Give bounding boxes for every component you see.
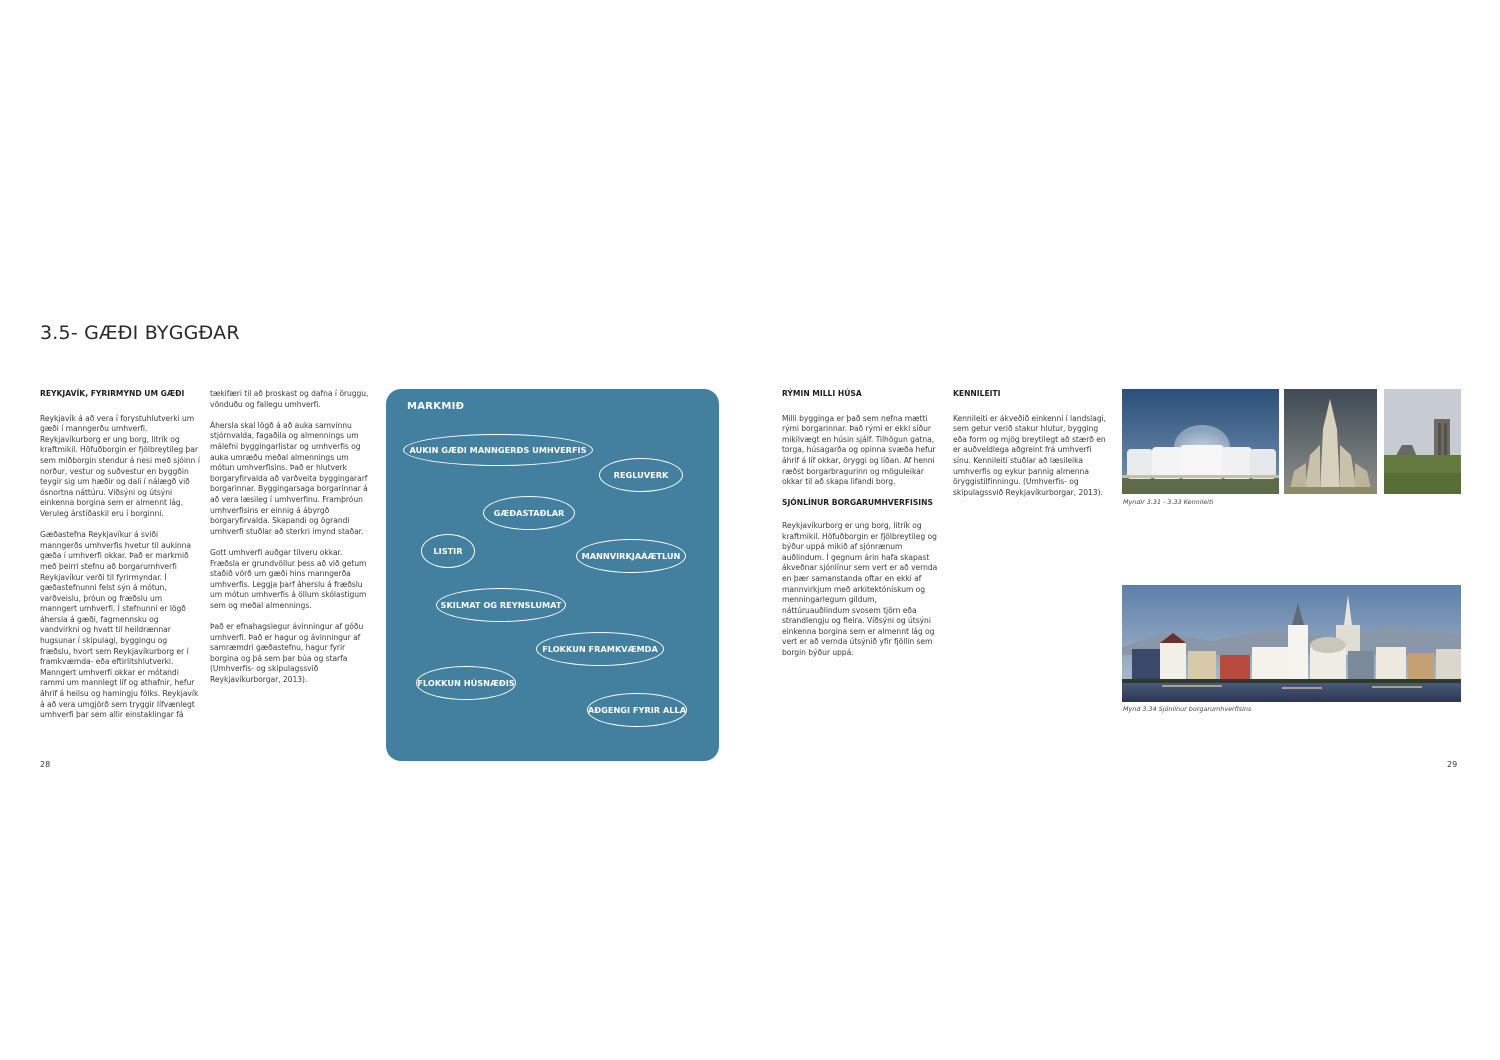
photo-landmark-field [1384, 389, 1461, 494]
section-heading-reykjavik: REYKJAVÍK, FYRIRMYND UM GÆÐI [40, 389, 185, 398]
panel-title: MARKMIÐ [407, 401, 465, 412]
paragraph: Kennileiti er ákveðið einkenni í landslagi, sem getur verið stakur hlutur, bygging eða form og mjög breytilegt að stærð en er auðveldlega aðgreint frá umhverfi sínu. Kennileiti stuðlar að læsileika umhverfis og eykur þannig almenna öryggistilfinningu. (Umhverfis- og skipulagssvið Reykjavíkurborgar, 2013). [953, 413, 1107, 497]
paragraph: Reykjavíkurborg er ung borg, litrík og kraftmikil. Höfuðborgin er fjölbreytileg og býður uppá mikið af sjónrænum auðlindum. Í gegnum árin hafa skapast ákveðnar sjónlínur sem vert er að vernda en þær samanstanda oftar en ekki af mannvirkjum með arkitektónískum og menningarlegum gildum, náttúruauðlindum svosem tjörn eða strandlengju og fleira. Víðsýni og útsýni einkenna borgina sem er almennt lág og vert er að vernda útsýnið yfir fjöllin sem borgin býður uppá. [782, 520, 938, 658]
section-heading-kennileiti: KENNILEITI [953, 389, 1001, 398]
page-number-right: 29 [1447, 760, 1458, 769]
goal-flokkun-husnaedis: FLOKKUN HÚSNÆÐIS [416, 666, 516, 700]
photo-hallgrimskirkja [1284, 389, 1377, 494]
caption-kennileiti: Myndir 3.31 - 3.33 Kennileiti [1123, 498, 1214, 506]
text-column-2 [210, 389, 372, 696]
paragraph: Gæðastefna Reykjavíkur á sviði manngerðs umhverfis hvetur til aukinna gæða í umhverfi okkar. Það er markmið með þeirri stefnu að borgarumhverfi Reykjavíkur verði til fyrirmyndar. Í gæðastefnunni felst sýn á mótun, varðveislu, þróun og fræðslu um manngert umhverfi. Í stefnunni er lögð áhersla á gæði, fagmennsku og vandvirkni og hvatt til heildrænnar hugsunar í skipulagi, byggingu og fræðslu, hvort sem Reykjavíkurborg er í framkvæmda- eða eftirlitshlutverki. Manngert umhverfi okkar er mótandi rammi um mannlegt líf og athafnir, hefur áhrif á heilsu og hamingju fólks. Reykjavík á að vera umgjörð sem tryggir lífvænlegt umhverfi þar sem allir einstaklingar fá [40, 530, 199, 720]
goal-listir: LISTIR [421, 534, 475, 568]
text-column-4 [953, 389, 1109, 509]
goal-aukin-gaedi: AUKIN GÆÐI MANNGERÐS UMHVERFIS [403, 434, 593, 466]
photo-perlan [1122, 389, 1279, 494]
goal-flokkun-framkvaemda: FLOKKUN FRAMKVÆMDA [536, 632, 664, 666]
goal-adgengi: AÐGENGI FYRIR ALLA [587, 693, 687, 727]
goal-mannvirkjaaaetlun: MANNVIRKJAÁÆTLUN [576, 539, 686, 573]
paragraph: Reykjavík á að vera í forystuhlutverki um gæði í manngerðu umhverfi. Reykjavíkurborg er ung borg, litrík og kraftmikil. Höfuðborgin er fjölbreytileg þar sem miðborgin stendur á nesi með sjóinn í norður, vestur og suðvestur en byggðin teygir sig um hæðir og dali í nálægð við ósnortna náttúru. Víðsýni og útsýni einkenna borgina sem er almennt lág. Veruleg árstíðaskil eru í borginni. [40, 413, 200, 518]
text-column-1 [40, 389, 200, 731]
photo-reykjavik-skyline [1122, 585, 1461, 702]
goal-regluverk: REGLUVERK [599, 458, 683, 492]
paragraph: Áhersla skal lögð á að auka samvinnu stjórnvalda, fagaðila og almennings um málefni byggingarlistar og umhverfis og auka umræðu meðal almennings um mótun umhverfisins. Það er hlutverk borgaryfirvalda að varðveita byggingararf borgarinnar. Byggingarsaga borgarinnar á að vera læsileg í umhverfinu. Framþróun umhverfisins er einnig á ábyrgð borgaryfirvalda. Skapandi og ögrandi umhverfi stuðlar að sterkri ímynd staðar. [210, 420, 368, 536]
section-heading-rymin: RÝMIN MILLI HÚSA [782, 389, 862, 398]
paragraph: Gott umhverfi auðgar tilveru okkar. Fræðsla er grundvöllur þess að við getum staðið vörð um gæði hins manngerða umhverfis. Leggja þarf áherslu á fræðslu um mótun umhverfis á öllum skólastigum sem og meðal almennings. [210, 547, 367, 610]
page-title: 3.5- GÆÐI BYGGÐAR [40, 322, 240, 344]
section-heading-sjonlinur: SJÓNLÍNUR BORGARUMHVERFISINS [782, 498, 933, 508]
paragraph: Það er efnahagslegur ávinningur af góðu umhverfi. Það er hagur og ávinningur af samræmdri gæðastefnu, hagur fyrir borgina og þá sem þar búa og starfa (Umhverfis- og skipulagssvið Reykjavíkurborgar, 2013). [210, 622, 364, 685]
goal-skilmat: SKILMAT OG REYNSLUMAT [436, 588, 566, 622]
goal-gaedastadlar: GÆÐASTAÐLAR [483, 496, 575, 530]
page-number-left: 28 [40, 760, 51, 769]
paragraph: tækifæri til að þroskast og dafna í öruggu, vönduðu og fallegu umhverfi. [210, 389, 369, 409]
paragraph: Milli bygginga er það sem nefna mætti rými borgarinnar. Það rými er ekki síður mikilvægt en húsin sjálf. Tilhögun gatna, torga, húsagarða og opinna svæða hefur áhrif á líf okkar, öryggi og líðan. Af henni ræðst borgarbragurinn og möguleikar okkar til að skapa lifandi borg. [782, 413, 936, 487]
goals-panel [386, 389, 719, 761]
caption-sjonlinur: Mynd 3.34 Sjónlínur borgarumhverfisins [1123, 705, 1252, 713]
text-column-3 [782, 389, 940, 669]
